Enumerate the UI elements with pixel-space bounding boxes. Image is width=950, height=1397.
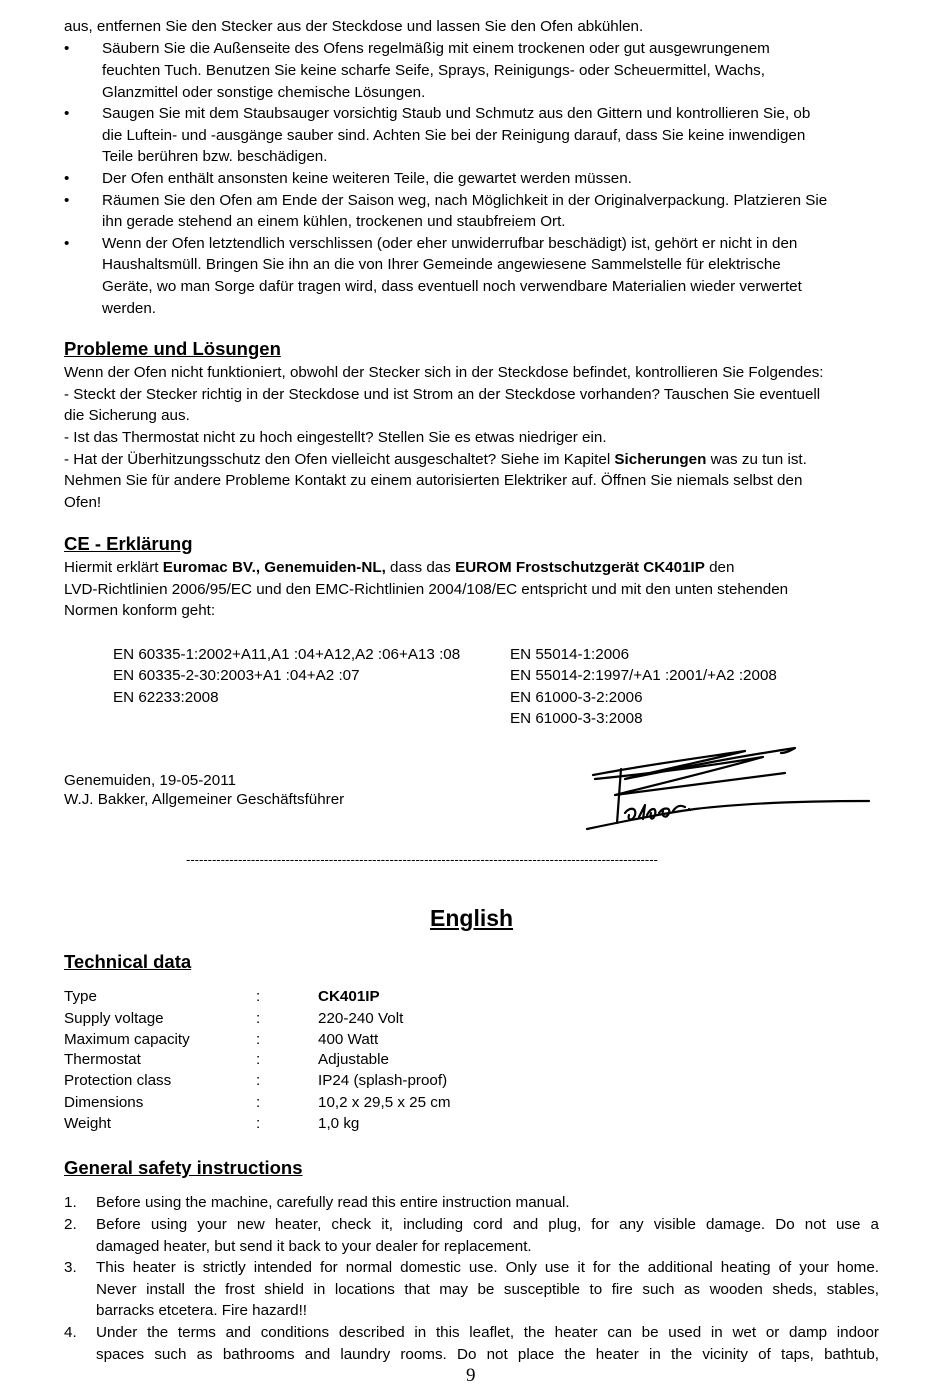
list-item-number: 1. bbox=[64, 1194, 77, 1211]
norm-item: EN 60335-1:2002+A11,A1 :04+A12,A2 :06+A13 :08 bbox=[113, 646, 461, 663]
list-item-line: damaged heater, but send it back to your dealer for replacement. bbox=[96, 1238, 532, 1255]
list-item-line: Before using the machine, carefully read this entire instruction manual. bbox=[96, 1194, 570, 1211]
norm-item: EN 55014-2:1997/+A1 :2001/+A2 :2008 bbox=[510, 667, 777, 684]
spec-value: 220-240 Volt bbox=[318, 1010, 404, 1027]
bullet-icon: • bbox=[64, 235, 70, 252]
list-item-line: Säubern Sie die Außenseite des Ofens regelmäßig mit einem trockenen oder gut ausgewrungenem bbox=[102, 40, 770, 57]
list-item-line: Under the terms and conditions described in this leaflet, the heater can be used in wet or damp indoor bbox=[96, 1324, 879, 1341]
bold-text-run: Sicherungen bbox=[614, 451, 707, 468]
problems-heading: Probleme und Lösungen bbox=[64, 338, 281, 359]
norm-item: EN 60335-2-30:2003+A1 :04+A2 :07 bbox=[113, 667, 360, 684]
list-item-number: 2. bbox=[64, 1216, 77, 1233]
list-item-line: This heater is strictly intended for normal domestic use. Only use it for the additional heating of your home. bbox=[96, 1259, 879, 1276]
text-run: was zu tun ist. bbox=[706, 451, 807, 468]
page-number: 9 bbox=[466, 1365, 476, 1386]
bold-text-run: Euromac BV., Genemuiden-NL, bbox=[162, 559, 386, 576]
ce-heading: CE - Erklärung bbox=[64, 533, 193, 554]
spec-separator: : bbox=[256, 1115, 261, 1132]
spec-label: Thermostat bbox=[64, 1051, 141, 1068]
bullet-icon: • bbox=[64, 192, 70, 209]
list-item-line: barracks etcetera. Fire hazard!! bbox=[96, 1302, 308, 1319]
spec-separator: : bbox=[256, 988, 261, 1005]
list-item-line: werden. bbox=[102, 300, 157, 317]
list-item-line: Never install the frost shield in locations that may be susceptible to fire such as wooden sheds, stables, bbox=[96, 1281, 879, 1298]
language-title: English bbox=[430, 905, 514, 931]
spec-value: CK401IP bbox=[318, 988, 380, 1005]
paragraph-line: Nehmen Sie für andere Probleme Kontakt zu einem autorisierten Elektriker auf. Öffnen Sie niemals selbst den bbox=[64, 472, 803, 489]
list-item-line: spaces such as bathrooms and laundry rooms. Do not place the heater in the vicinity of taps, bathtub, bbox=[96, 1346, 879, 1363]
list-item-number: 3. bbox=[64, 1259, 77, 1276]
spec-label: Type bbox=[64, 988, 97, 1005]
spec-separator: : bbox=[256, 1031, 261, 1048]
list-item-line: Geräte, wo man Sorge dafür tragen wird, dass eventuell noch verwendbare Materialien wieder verwertet bbox=[102, 278, 802, 295]
paragraph-line: - Steckt der Stecker richtig in der Steckdose und ist Strom an der Steckdose vorhanden? Tauschen Sie eventuell bbox=[64, 386, 821, 403]
paragraph-line: Normen konform geht: bbox=[64, 602, 216, 619]
text-run: den bbox=[704, 559, 735, 576]
list-item-line: Before using your new heater, check it, including cord and plug, for any visible damage. Do not use a bbox=[96, 1216, 879, 1233]
paragraph-line: LVD-Richtlinien 2006/95/EC und den EMC-Richtlinien 2004/108/EC entspricht und mit den unten stehenden bbox=[64, 581, 789, 598]
norm-item: EN 61000-3-3:2008 bbox=[510, 710, 643, 727]
safety-heading: General safety instructions bbox=[64, 1157, 303, 1178]
list-item-number: 4. bbox=[64, 1324, 77, 1341]
spec-separator: : bbox=[256, 1072, 261, 1089]
list-item-line: Teile berühren bzw. beschädigen. bbox=[102, 148, 328, 165]
norm-item: EN 55014-1:2006 bbox=[510, 646, 630, 663]
handwritten-signature bbox=[585, 743, 875, 835]
list-item-line: Saugen Sie mit dem Staubsauger vorsichtig Staub und Schmutz aus den Gittern und kontrollieren Sie, ob bbox=[102, 105, 811, 122]
list-item-line: Wenn der Ofen letztendlich verschlissen (oder eher unwiderrufbar beschädigt) ist, gehört er nicht in den bbox=[102, 235, 798, 252]
bold-text-run: EUROM Frostschutzgerät CK401IP bbox=[455, 559, 705, 576]
text-run: Hiermit erklärt bbox=[64, 559, 163, 576]
spec-label: Dimensions bbox=[64, 1094, 144, 1111]
paragraph-line: - Ist das Thermostat nicht zu hoch eingestellt? Stellen Sie es etwas niedriger ein. bbox=[64, 429, 607, 446]
spec-label: Supply voltage bbox=[64, 1010, 164, 1027]
paragraph-line bbox=[64, 559, 734, 577]
paragraph-line: aus, entfernen Sie den Stecker aus der Steckdose und lassen Sie den Ofen abkühlen. bbox=[64, 18, 644, 35]
signatory: W.J. Bakker, Allgemeiner Geschäftsführer bbox=[64, 791, 345, 808]
bullet-icon: • bbox=[64, 105, 70, 122]
paragraph-line: Ofen! bbox=[64, 494, 102, 511]
list-item-line: ihn gerade stehend an einem kühlen, trockenen und staubfreiem Ort. bbox=[102, 213, 566, 230]
paragraph-line bbox=[64, 451, 807, 469]
norm-item: EN 62233:2008 bbox=[113, 689, 219, 706]
place-date: Genemuiden, 19-05-2011 bbox=[64, 772, 236, 789]
bullet-icon: • bbox=[64, 40, 70, 57]
spec-value: 10,2 x 29,5 x 25 cm bbox=[318, 1094, 451, 1111]
technical-data-heading: Technical data bbox=[64, 951, 192, 972]
list-item-line: Glanzmittel oder sonstige chemische Lösungen. bbox=[102, 84, 426, 101]
spec-value: IP24 (splash-proof) bbox=[318, 1072, 448, 1089]
spec-separator: : bbox=[256, 1094, 261, 1111]
spec-label: Protection class bbox=[64, 1072, 172, 1089]
text-run: - Hat der Überhitzungsschutz den Ofen vielleicht ausgeschaltet? Siehe im Kapitel bbox=[64, 451, 615, 468]
spec-label: Maximum capacity bbox=[64, 1031, 190, 1048]
spec-label: Weight bbox=[64, 1115, 111, 1132]
spec-separator: : bbox=[256, 1010, 261, 1027]
spec-separator: : bbox=[256, 1051, 261, 1068]
spec-value: 1,0 kg bbox=[318, 1115, 360, 1132]
list-item-line: die Luftein- und -ausgänge sauber sind. Achten Sie bei der Reinigung darauf, dass Sie keine inwendigen bbox=[102, 127, 806, 144]
list-item-line: Haushaltsmüll. Bringen Sie ihn an die von Ihrer Gemeinde angewiesene Sammelstelle für elektrische bbox=[102, 256, 781, 273]
section-separator: ------------------------------------------------------------------------------------------------------------- bbox=[186, 852, 658, 867]
list-item-line: feuchten Tuch. Benutzen Sie keine scharfe Seife, Sprays, Reinigungs- oder Scheuermittel, Wachs, bbox=[102, 62, 765, 79]
bullet-icon: • bbox=[64, 170, 70, 187]
paragraph-line: die Sicherung aus. bbox=[64, 407, 190, 424]
list-item-line: Der Ofen enthält ansonsten keine weiteren Teile, die gewartet werden müssen. bbox=[102, 170, 632, 187]
paragraph-line: Wenn der Ofen nicht funktioniert, obwohl der Stecker sich in der Steckdose befindet, kontrollieren Sie Folgendes: bbox=[64, 364, 824, 381]
norm-item: EN 61000-3-2:2006 bbox=[510, 689, 643, 706]
text-run: dass das bbox=[385, 559, 456, 576]
spec-value: 400 Watt bbox=[318, 1031, 379, 1048]
spec-value: Adjustable bbox=[318, 1051, 389, 1068]
list-item-line: Räumen Sie den Ofen am Ende der Saison weg, nach Möglichkeit in der Originalverpackung. Platzieren Sie bbox=[102, 192, 828, 209]
